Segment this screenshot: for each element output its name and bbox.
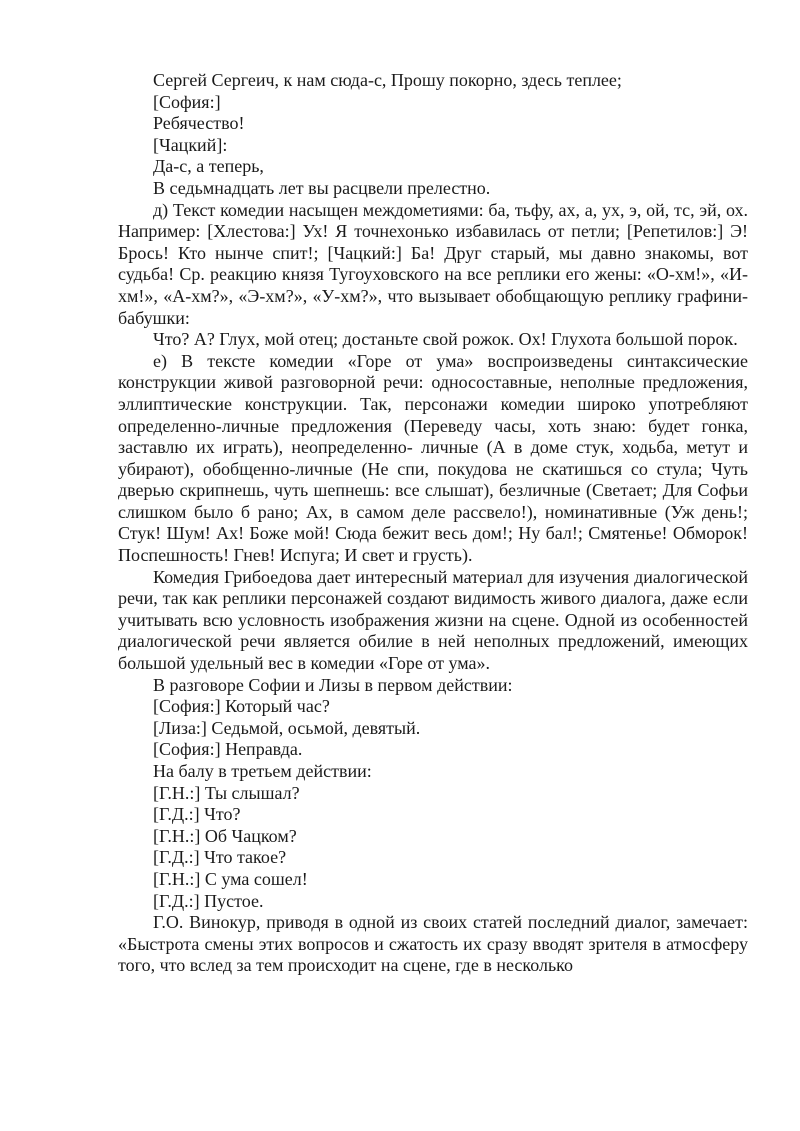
dialog-line: [София:] Который час? <box>153 696 330 717</box>
dialog-intro: В разговоре Софии и Лизы в первом действии: <box>153 674 513 695</box>
speaker-label: [София:] <box>153 91 221 112</box>
verse-line: Сергей Сергеич, к нам сюда-с, Прошу покорно, здесь теплее; <box>153 70 622 90</box>
document-page <box>118 70 748 977</box>
dialog-line: [Г.Н.:] Ты слышал? <box>153 782 300 803</box>
dialog-line: [Лиза:] Седьмой, осьмой, девятый. <box>153 717 421 738</box>
paragraph-vinokur: Г.О. Винокур, приводя в одной из своих статей последний диалог, замечает: «Быстрота смены этих вопросов и сжатость их сразу вводят зрителя в атмосферу того, что вслед за тем происходит на сцене, где в несколько <box>118 912 748 976</box>
dialog-line: [Г.Д.:] Пустое. <box>153 890 264 911</box>
verse-line: Ребячество! <box>153 113 245 134</box>
dialog-intro: На балу в третьем действии: <box>153 761 372 781</box>
dialog-line: [Г.Д.:] Что такое? <box>153 847 287 868</box>
paragraph-dialogue-analysis: Комедия Грибоедова дает интересный материал для изучения диалогической речи, так как реплики персонажей создают видимость живого диалога, даже если учитывать всю условность изображения жизни на сцене. Одной из особенностей диалогической речи является обилие в ней неполных предложений, имеющих большой удельный вес в комедии «Горе от ума». <box>118 566 748 674</box>
verse-line: В седьмнадцать лет вы расцвели прелестно. <box>153 177 491 198</box>
paragraph-syntax: е) В тексте комедии «Горе от ума» воспроизведены синтаксические конструкции живой разговорной речи: односоставные, неполные предложения, эллиптические конструкции. Так, персонажи комедии широко употребляют определенно-личные предложения (Переведу часы, хоть знаю: будет гонка, заставлю их играть), неопределенно- личные (А в доме стук, ходьба, метут и убирают), обобщенно-личные (Не спи, покудова не скатишься со стула; Чуть дверью скрипнешь, чуть шепнешь: все слышат), безличные (Светает; Для Софьи слишком было б рано; Ах, в самом деле рассвело!), номинативные (Уж день!; Стук! Шум! Ах! Боже мой! Сюда бежит весь дом!; Ну бал!; Смятенье! Обморок! Поспешность! Гнев! Испуга; И свет и грусть). <box>118 350 748 566</box>
dialog-line: [Г.Д.:] Что? <box>153 804 241 825</box>
paragraph-quote: Что? А? Глух, мой отец; достаньте свой рожок. Ох! Глухота большой порок. <box>153 329 738 350</box>
speaker-label: [Чацкий]: <box>153 134 228 155</box>
dialog-line: [Г.Н.:] С ума сошел! <box>153 868 308 889</box>
dialog-line: [Г.Н.:] Об Чацком? <box>153 825 297 846</box>
verse-line: Да-с, а теперь, <box>153 156 264 177</box>
paragraph-interjections: д) Текст комедии насыщен междометиями: ба, тьфу, ах, а, ух, э, ой, тс, эй, ох. Например: [Хлестова:] Ух! Я точнехонько избавилась от петли; [Репетилов:] Э! Брось! Кто нынче спит!; [Чацкий:] Ба! Друг старый, мы давно знакомы, вот судьба! Ср. реакцию князя Тугоуховского на все реплики его жены: «О-хм!», «И-хм!», «А-хм?», «Э-хм?», «У-хм?», что вызывает обобщающую реплику графини-бабушки: <box>118 199 748 328</box>
dialog-line: [София:] Неправда. <box>153 739 303 760</box>
